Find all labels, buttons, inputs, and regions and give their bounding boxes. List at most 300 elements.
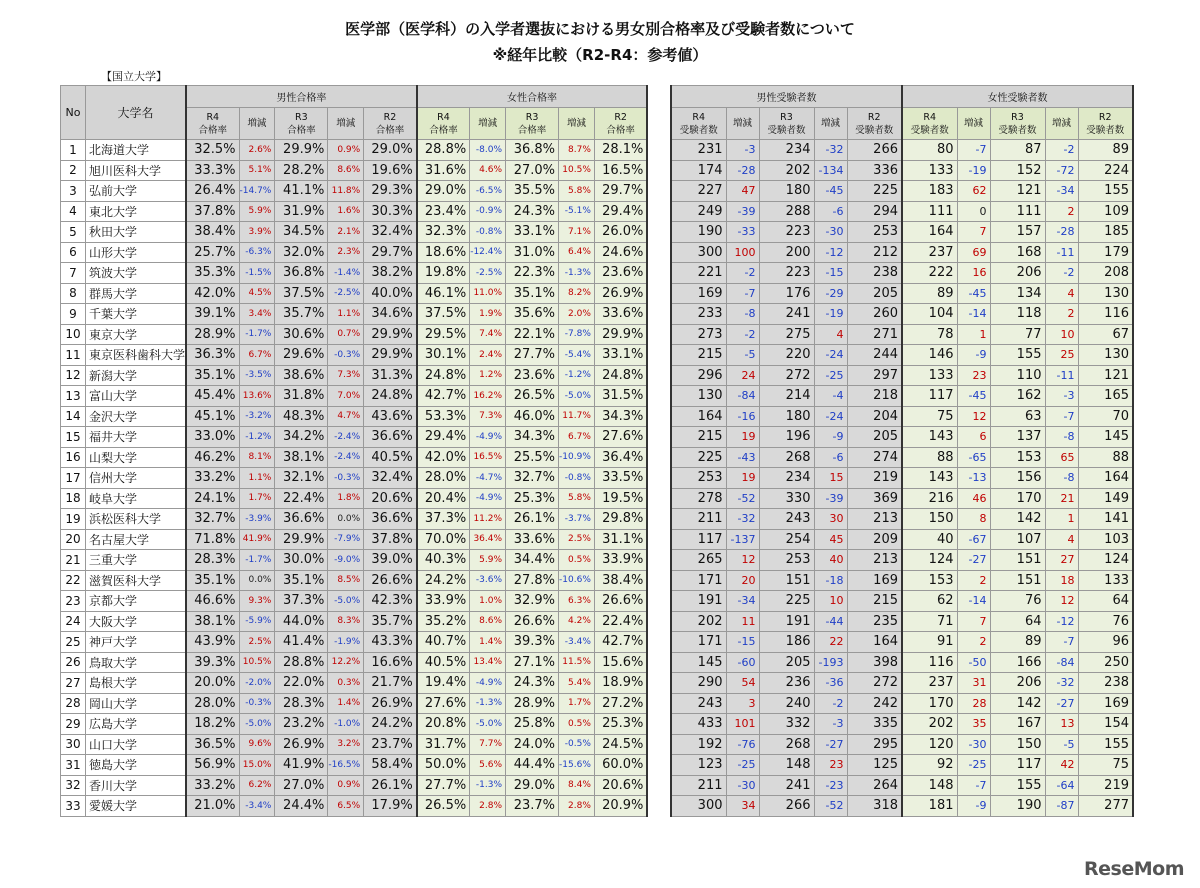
rate-cell: 30.1% — [417, 345, 470, 366]
rate-cell: 42.7% — [594, 632, 647, 653]
change-cell: -45 — [957, 386, 990, 407]
rate-cell: 40.5% — [364, 447, 417, 468]
change-cell: -5.9% — [239, 611, 275, 632]
rate-cell: 29.5% — [417, 324, 470, 345]
change-cell: 12 — [1045, 591, 1078, 612]
rate-cell: 36.6% — [364, 427, 417, 448]
change-cell: -7 — [726, 283, 759, 304]
rate-cell: 43.3% — [364, 632, 417, 653]
count-cell: 272 — [759, 365, 814, 386]
rate-cell: 27.7% — [417, 775, 470, 796]
row-number: 1 — [61, 140, 86, 161]
change-cell: 25 — [1045, 345, 1078, 366]
rate-cell: 29.8% — [594, 509, 647, 530]
count-cell: 241 — [759, 304, 814, 325]
rate-cell: 35.1% — [186, 365, 239, 386]
rate-cell: 20.8% — [417, 714, 470, 735]
rate-cell: 29.9% — [364, 324, 417, 345]
change-cell: 4 — [1045, 529, 1078, 550]
count-cell: 75 — [902, 406, 957, 427]
table-row — [61, 181, 648, 202]
rate-cell: 33.5% — [594, 468, 647, 489]
sub-header: R2 合格率 — [364, 108, 417, 140]
change-cell: 40 — [814, 550, 847, 571]
rate-cell: 40.0% — [364, 283, 417, 304]
rate-cell: 43.9% — [186, 632, 239, 653]
rate-cell: 23.6% — [506, 365, 559, 386]
rate-cell: 38.1% — [275, 447, 328, 468]
rate-cell: 46.1% — [417, 283, 470, 304]
count-cell: 76 — [1078, 611, 1133, 632]
rate-cell: 22.0% — [275, 673, 328, 694]
change-cell: 5.9% — [470, 550, 506, 571]
change-cell: 101 — [726, 714, 759, 735]
count-cell: 133 — [1078, 570, 1133, 591]
count-cell: 398 — [847, 652, 902, 673]
change-cell: -1.7% — [239, 324, 275, 345]
count-cell: 141 — [1078, 509, 1133, 530]
change-cell: 11.7% — [559, 406, 595, 427]
change-cell: 2 — [957, 570, 990, 591]
change-cell: -4 — [814, 386, 847, 407]
change-cell: -36 — [814, 673, 847, 694]
rate-cell: 26.1% — [506, 509, 559, 530]
rate-cell: 28.9% — [186, 324, 239, 345]
change-cell: 3.9% — [239, 222, 275, 243]
change-cell: 0.5% — [559, 714, 595, 735]
count-cell: 222 — [902, 263, 957, 284]
rate-cell: 36.8% — [275, 263, 328, 284]
count-cell: 330 — [759, 488, 814, 509]
change-cell: -25 — [726, 755, 759, 776]
row-number: 29 — [61, 714, 86, 735]
change-cell: -5 — [1045, 734, 1078, 755]
change-cell: -25 — [814, 365, 847, 386]
count-cell: 89 — [1078, 140, 1133, 161]
count-cell: 185 — [1078, 222, 1133, 243]
table-row — [671, 673, 1133, 694]
table-row — [671, 427, 1133, 448]
table-row — [671, 263, 1133, 284]
change-cell: -3.9% — [239, 509, 275, 530]
rate-cell: 32.7% — [506, 468, 559, 489]
page-subtitle: ※経年比較（R2-R4：参考値） — [492, 46, 708, 64]
change-cell: -14 — [957, 591, 990, 612]
rate-cell: 16.5% — [594, 160, 647, 181]
count-cell: 266 — [847, 140, 902, 161]
table-row — [61, 386, 648, 407]
change-cell: 41.9% — [239, 529, 275, 550]
row-number: 28 — [61, 693, 86, 714]
count-cell: 87 — [990, 140, 1045, 161]
change-cell: 1 — [1045, 509, 1078, 530]
rate-cell: 29.0% — [506, 775, 559, 796]
count-cell: 242 — [847, 693, 902, 714]
rate-cell: 32.4% — [364, 468, 417, 489]
rate-cell: 71.8% — [186, 529, 239, 550]
count-cell: 204 — [847, 406, 902, 427]
university-name: 千葉大学 — [86, 304, 187, 325]
count-cell: 164 — [847, 632, 902, 653]
count-cell: 166 — [990, 652, 1045, 673]
rate-cell: 31.7% — [417, 734, 470, 755]
change-cell: -5.4% — [559, 345, 595, 366]
change-cell: -27 — [957, 550, 990, 571]
change-cell: 10.5% — [559, 160, 595, 181]
change-cell: -15 — [726, 632, 759, 653]
count-cell: 274 — [847, 447, 902, 468]
rate-cell: 32.9% — [506, 591, 559, 612]
rate-cell: 31.9% — [275, 201, 328, 222]
change-cell: 5.1% — [239, 160, 275, 181]
rate-cell: 38.1% — [186, 611, 239, 632]
change-cell: -9 — [957, 345, 990, 366]
change-cell: 5.6% — [470, 755, 506, 776]
change-cell: 54 — [726, 673, 759, 694]
university-name: 愛媛大学 — [86, 796, 187, 817]
university-name: 山梨大学 — [86, 447, 187, 468]
count-cell: 288 — [759, 201, 814, 222]
change-cell: -8 — [1045, 427, 1078, 448]
sub-header: R4 合格率 — [186, 108, 239, 140]
rate-cell: 35.7% — [275, 304, 328, 325]
count-cell: 174 — [671, 160, 726, 181]
change-cell: -8 — [1045, 468, 1078, 489]
rate-cell: 28.2% — [275, 160, 328, 181]
count-cell: 117 — [902, 386, 957, 407]
count-cell: 300 — [671, 242, 726, 263]
rate-cell: 58.4% — [364, 755, 417, 776]
change-cell: -27 — [814, 734, 847, 755]
change-cell: -12.4% — [470, 242, 506, 263]
change-cell: -32 — [814, 140, 847, 161]
count-cell: 213 — [847, 550, 902, 571]
change-cell: -52 — [814, 796, 847, 817]
change-cell: -44 — [814, 611, 847, 632]
change-cell: -2.5% — [470, 263, 506, 284]
row-number: 7 — [61, 263, 86, 284]
count-cell: 264 — [847, 775, 902, 796]
change-cell: -1.9% — [328, 632, 364, 653]
change-cell: -67 — [957, 529, 990, 550]
count-cell: 169 — [847, 570, 902, 591]
change-cell: 46 — [957, 488, 990, 509]
row-number: 20 — [61, 529, 86, 550]
rate-cell: 56.9% — [186, 755, 239, 776]
rate-cell: 29.3% — [364, 181, 417, 202]
count-cell: 75 — [1078, 755, 1133, 776]
rate-cell: 30.0% — [275, 550, 328, 571]
count-cell: 92 — [902, 755, 957, 776]
sub-header: R3 受験者数 — [759, 108, 814, 140]
sub-header: 増減 — [957, 108, 990, 140]
rate-cell: 36.4% — [594, 447, 647, 468]
count-cell: 179 — [1078, 242, 1133, 263]
change-cell: -24 — [814, 345, 847, 366]
change-cell: 12 — [957, 406, 990, 427]
count-cell: 103 — [1078, 529, 1133, 550]
rate-cell: 45.4% — [186, 386, 239, 407]
table-row — [671, 468, 1133, 489]
table-row — [61, 222, 648, 243]
rate-cell: 29.7% — [594, 181, 647, 202]
change-cell: -6 — [814, 447, 847, 468]
change-cell: -28 — [1045, 222, 1078, 243]
rate-cell: 33.9% — [417, 591, 470, 612]
change-cell: 0.0% — [328, 509, 364, 530]
sub-header: R4 合格率 — [417, 108, 470, 140]
table-row — [61, 611, 648, 632]
row-number: 15 — [61, 427, 86, 448]
change-cell: -19 — [814, 304, 847, 325]
change-cell: 34 — [726, 796, 759, 817]
count-cell: 186 — [759, 632, 814, 653]
rate-cell: 26.4% — [186, 181, 239, 202]
rate-cell: 42.0% — [417, 447, 470, 468]
change-cell: -72 — [1045, 160, 1078, 181]
count-cell: 238 — [1078, 673, 1133, 694]
count-cell: 143 — [902, 427, 957, 448]
count-cell: 171 — [671, 632, 726, 653]
count-cell: 71 — [902, 611, 957, 632]
count-cell: 234 — [759, 140, 814, 161]
rate-cell: 46.2% — [186, 447, 239, 468]
rate-cell: 24.4% — [275, 796, 328, 817]
change-cell: -45 — [814, 181, 847, 202]
row-number: 27 — [61, 673, 86, 694]
rate-cell: 20.0% — [186, 673, 239, 694]
rate-cell: 33.1% — [594, 345, 647, 366]
rate-cell: 29.0% — [364, 140, 417, 161]
change-cell: 1.1% — [239, 468, 275, 489]
rate-cell: 24.3% — [506, 201, 559, 222]
count-cell: 224 — [1078, 160, 1133, 181]
table-row — [671, 796, 1133, 817]
count-cell: 70 — [1078, 406, 1133, 427]
count-cell: 153 — [902, 570, 957, 591]
change-cell: 10.5% — [239, 652, 275, 673]
change-cell: -0.3% — [328, 468, 364, 489]
count-cell: 277 — [1078, 796, 1133, 817]
table-row — [671, 140, 1133, 161]
change-cell: -0.8% — [559, 468, 595, 489]
rate-cell: 60.0% — [594, 755, 647, 776]
count-cell: 40 — [902, 529, 957, 550]
change-cell: -2 — [726, 324, 759, 345]
count-cell: 233 — [671, 304, 726, 325]
table-row — [61, 570, 648, 591]
count-cell: 124 — [902, 550, 957, 571]
count-cell: 294 — [847, 201, 902, 222]
change-cell: -14.7% — [239, 181, 275, 202]
count-cell: 218 — [847, 386, 902, 407]
rate-cell: 18.6% — [417, 242, 470, 263]
count-cell: 212 — [847, 242, 902, 263]
change-cell: -5 — [726, 345, 759, 366]
change-cell: 2.8% — [559, 796, 595, 817]
change-cell: 10 — [1045, 324, 1078, 345]
university-name: 滋賀医科大学 — [86, 570, 187, 591]
sub-header: R2 受験者数 — [1078, 108, 1133, 140]
count-cell: 205 — [847, 283, 902, 304]
count-cell: 220 — [759, 345, 814, 366]
change-cell: -39 — [726, 201, 759, 222]
rate-cell: 27.1% — [506, 652, 559, 673]
table-row — [61, 714, 648, 735]
count-cell: 249 — [671, 201, 726, 222]
change-cell: 6.5% — [328, 796, 364, 817]
rate-cell: 40.5% — [417, 652, 470, 673]
page-title: 医学部（医学科）の入学者選抜における男女別合格率及び受験者数について — [345, 20, 855, 38]
change-cell: 28 — [957, 693, 990, 714]
change-cell: -65 — [957, 447, 990, 468]
count-cell: 117 — [990, 755, 1045, 776]
resemom-logo: ReseMom — [1084, 858, 1184, 880]
rate-cell: 26.9% — [275, 734, 328, 755]
rate-cell: 36.8% — [506, 140, 559, 161]
count-cell: 225 — [759, 591, 814, 612]
count-cell: 107 — [990, 529, 1045, 550]
count-cell: 150 — [990, 734, 1045, 755]
change-cell: 1.7% — [559, 693, 595, 714]
change-cell: 13.6% — [239, 386, 275, 407]
count-cell: 162 — [990, 386, 1045, 407]
change-cell: -15 — [814, 263, 847, 284]
count-cell: 254 — [759, 529, 814, 550]
change-cell: -16.5% — [328, 755, 364, 776]
rate-cell: 53.3% — [417, 406, 470, 427]
table-row — [671, 529, 1133, 550]
count-cell: 168 — [990, 242, 1045, 263]
change-cell: -9 — [814, 427, 847, 448]
change-cell: 1.9% — [470, 304, 506, 325]
count-cell: 156 — [990, 468, 1045, 489]
rate-cell: 38.4% — [186, 222, 239, 243]
rate-cell: 24.8% — [417, 365, 470, 386]
table-row — [671, 201, 1133, 222]
count-cell: 211 — [671, 775, 726, 796]
count-cell: 149 — [1078, 488, 1133, 509]
row-number: 31 — [61, 755, 86, 776]
change-cell: -4.9% — [470, 427, 506, 448]
rate-cell: 15.6% — [594, 652, 647, 673]
change-cell: 6.7% — [239, 345, 275, 366]
sub-header: R4 受験者数 — [671, 108, 726, 140]
count-cell: 91 — [902, 632, 957, 653]
rate-cell: 32.4% — [364, 222, 417, 243]
change-cell: 8.2% — [559, 283, 595, 304]
count-cell: 88 — [902, 447, 957, 468]
table-row — [61, 345, 648, 366]
rate-cell: 38.4% — [594, 570, 647, 591]
table-row — [671, 611, 1133, 632]
rate-cell: 28.8% — [275, 652, 328, 673]
table-row — [671, 734, 1133, 755]
rate-cell: 32.0% — [275, 242, 328, 263]
rate-cell: 24.0% — [506, 734, 559, 755]
rate-cell: 24.3% — [506, 673, 559, 694]
change-cell: 16 — [957, 263, 990, 284]
change-cell: 5.9% — [239, 201, 275, 222]
change-cell: 1.1% — [328, 304, 364, 325]
rate-cell: 31.6% — [417, 160, 470, 181]
rate-cell: 26.9% — [364, 693, 417, 714]
change-cell: -15.6% — [559, 755, 595, 776]
count-cell: 183 — [902, 181, 957, 202]
table-row — [671, 181, 1133, 202]
change-cell: 1.6% — [328, 201, 364, 222]
change-cell: -3.4% — [239, 796, 275, 817]
change-cell: 8.4% — [559, 775, 595, 796]
rate-cell: 24.8% — [594, 365, 647, 386]
count-cell: 433 — [671, 714, 726, 735]
count-cell: 180 — [759, 181, 814, 202]
count-cell: 77 — [990, 324, 1045, 345]
count-cell: 155 — [1078, 181, 1133, 202]
count-cell: 152 — [990, 160, 1045, 181]
count-cell: 273 — [671, 324, 726, 345]
table-row — [671, 550, 1133, 571]
university-name: 大阪大学 — [86, 611, 187, 632]
sub-header: R3 受験者数 — [990, 108, 1045, 140]
table-row — [671, 345, 1133, 366]
count-cell: 191 — [759, 611, 814, 632]
rate-cell: 41.1% — [275, 181, 328, 202]
row-number: 21 — [61, 550, 86, 571]
change-cell: -12 — [1045, 611, 1078, 632]
change-cell: -84 — [1045, 652, 1078, 673]
count-cell: 250 — [1078, 652, 1133, 673]
count-cell: 219 — [1078, 775, 1133, 796]
row-number: 18 — [61, 488, 86, 509]
change-cell: -0.8% — [470, 222, 506, 243]
count-cell: 336 — [847, 160, 902, 181]
change-cell: -16 — [726, 406, 759, 427]
change-cell: -11 — [1045, 242, 1078, 263]
count-cell: 64 — [990, 611, 1045, 632]
change-cell: -60 — [726, 652, 759, 673]
table-row — [61, 652, 648, 673]
change-cell: -1.5% — [239, 263, 275, 284]
change-cell: 11.8% — [328, 181, 364, 202]
table-row — [61, 673, 648, 694]
count-cell: 145 — [671, 652, 726, 673]
sub-header: 増減 — [559, 108, 595, 140]
count-cell: 153 — [990, 447, 1045, 468]
header-female-rate: 女性合格率 — [417, 86, 648, 108]
rate-cell: 21.7% — [364, 673, 417, 694]
count-cell: 155 — [1078, 734, 1133, 755]
rate-cell: 36.6% — [364, 509, 417, 530]
count-cell: 63 — [990, 406, 1045, 427]
change-cell: 2.4% — [470, 345, 506, 366]
change-cell: 9.6% — [239, 734, 275, 755]
rate-cell: 32.3% — [417, 222, 470, 243]
rate-cell: 41.9% — [275, 755, 328, 776]
count-cell: 206 — [990, 263, 1045, 284]
count-cell: 205 — [759, 652, 814, 673]
table-row — [61, 406, 648, 427]
change-cell: -8 — [726, 304, 759, 325]
change-cell: -7 — [1045, 406, 1078, 427]
header-university: 大学名 — [86, 86, 187, 140]
count-cell: 164 — [902, 222, 957, 243]
change-cell: 2.5% — [559, 529, 595, 550]
change-cell: -3.6% — [470, 570, 506, 591]
university-name: 山形大学 — [86, 242, 187, 263]
change-cell: -30 — [957, 734, 990, 755]
rate-cell: 27.7% — [506, 345, 559, 366]
